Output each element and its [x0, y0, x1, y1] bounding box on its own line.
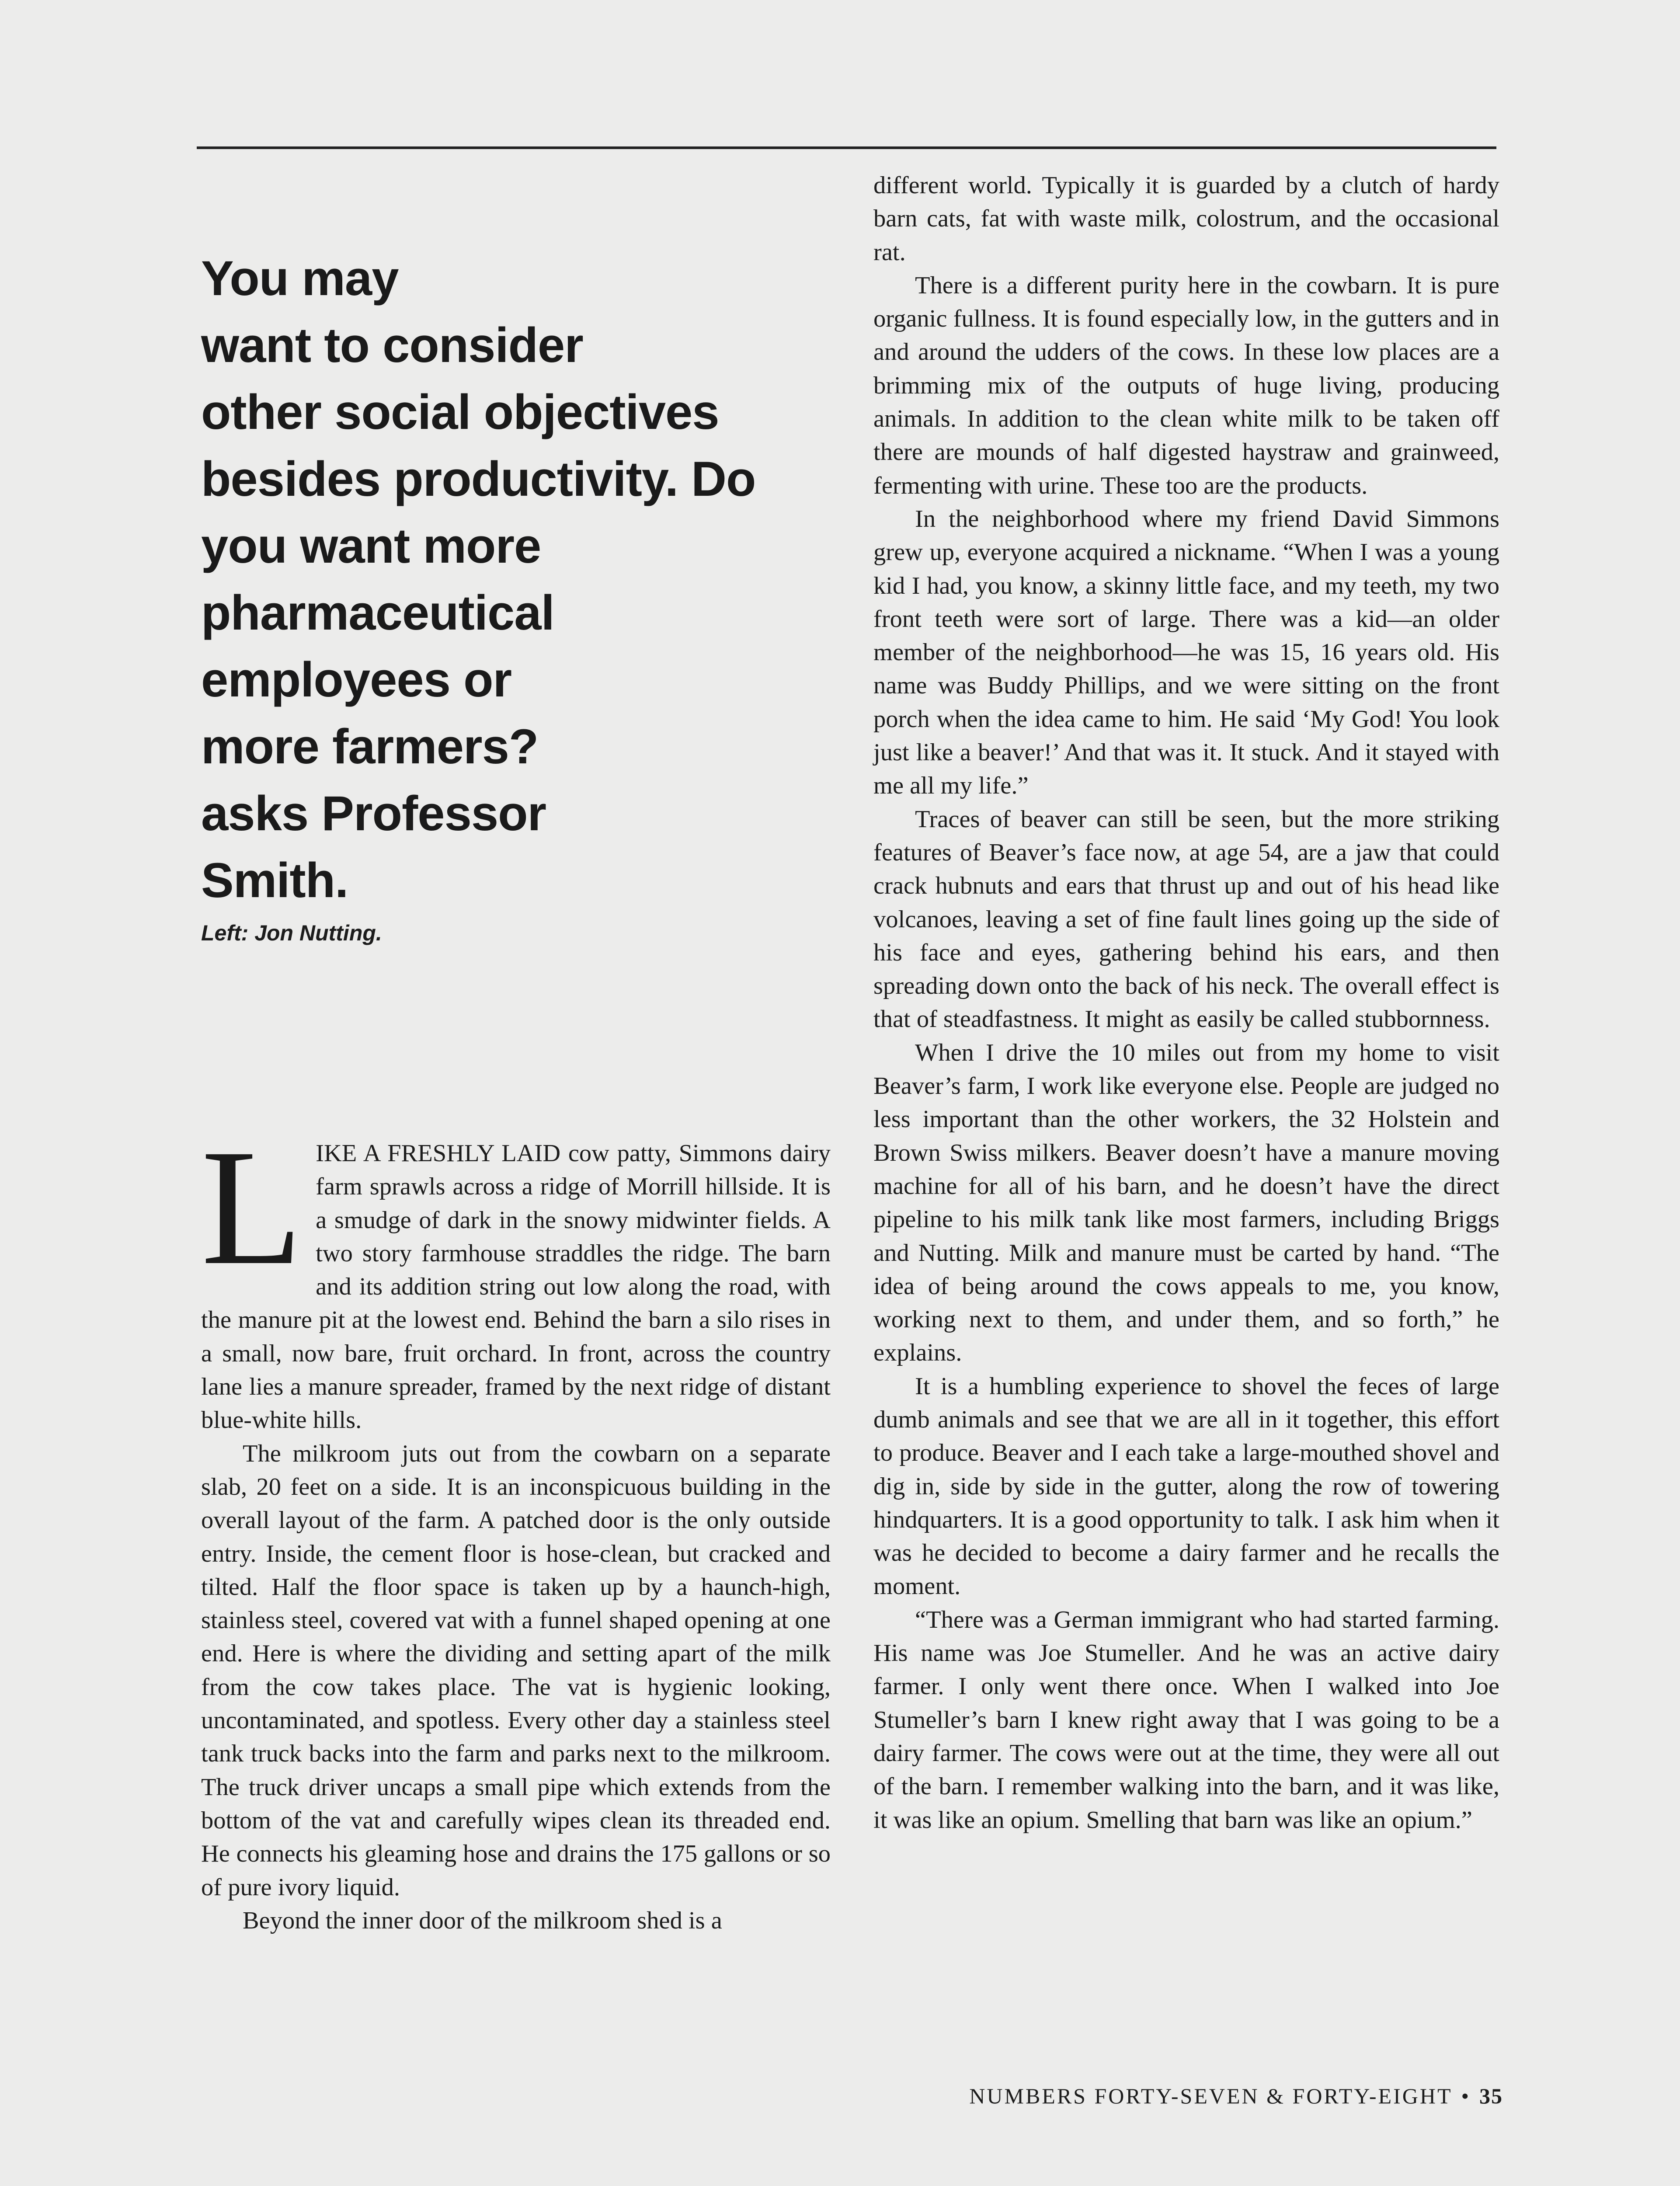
paragraph: When I drive the 10 miles out from my home to visit Beaver’s farm, I work like everyone else. People are judged no less important than the other workers, the 32 Holstein and Brown Swiss milkers. Beaver doesn’t have a manure moving machine for all of his barn, and he doesn’t have the direct pipeline to his milk tank like most farmers, including Briggs and Nutting. Milk and manure must be carted by hand. “The idea of being around the cows appeals to me, you know, working next to them, and under them, and so forth,” he explains. — [873, 1039, 1499, 1367]
publication-issue: NUMBERS FORTY-SEVEN & FORTY-EIGHT — [969, 2084, 1453, 2108]
pullquote-line: want to consider — [201, 318, 583, 372]
pullquote — [201, 245, 835, 914]
pullquote-line: asks Professor — [201, 786, 546, 841]
paragraph: different world. Typically it is guarded by a clutch of hardy barn cats, fat with waste milk, colostrum, and the occasional rat. — [873, 172, 1499, 266]
pullquote-line: You may — [201, 251, 399, 306]
bullet-icon: • — [1461, 2084, 1471, 2108]
pullquote-line: Smith. — [201, 853, 348, 908]
article-left-column — [201, 1115, 831, 1937]
pullquote-block — [201, 245, 835, 946]
paragraph: IKE A FRESHLY LAID cow patty, Simmons dairy farm sprawls across a ridge of Morrill hillside. It is a smudge of dark in the snowy midwinter fields. A two story farmhouse straddles the ridge. The barn and its addition string out low along the road, with the manure pit at the lowest end. Behind the barn a silo rises in a small, now bare, fruit orchard. In front, across the country lane lies a manure spreader, framed by the next ridge of distant blue-white hills. — [201, 1140, 831, 1434]
paragraph: Beyond the inner door of the milkroom shed is a — [243, 1907, 722, 1934]
pullquote-line: pharmaceutical — [201, 585, 554, 640]
article-right-column — [873, 169, 1499, 1837]
paragraph: In the neighborhood where my friend David Simmons grew up, everyone acquired a nickname. “When I was a young kid I had, you know, a skinny little face, and my teeth, my two front teeth were sort of large. There was a kid—an older member of the neighborhood—he was 15, 16 years old. His name was Buddy Phillips, and we were sitting on the front porch when the idea came to him. He said ‘My God! You look just like a beaver!’ And that was it. It stuck. And it stayed with me all my life.” — [873, 505, 1499, 800]
pullquote-line: employees or — [201, 652, 512, 707]
top-rule — [197, 146, 1496, 149]
pullquote-line: other social objectives — [201, 385, 719, 439]
photo-caption: Left: Jon Nutting. — [201, 921, 382, 945]
pullquote-line: you want more — [201, 519, 541, 573]
paragraph: There is a different purity here in the cowbarn. It is pure organic fullness. It is found especially low, in the gutters and in and around the udders of the cows. In these low places are a brimming mix of the outputs of huge living, producing animals. In addition to the clean white milk to be taken off there are mounds of half digested haystraw and grainweed, fermenting with urine. These too are the products. — [873, 272, 1499, 499]
paragraph: It is a humbling experience to shovel the feces of large dumb animals and see that we are all in it together, this effort to produce. Beaver and I each take a large-mouthed shovel and dig in, side by side in the gutter, along the row of towering hindquarters. It is a good opportunity to talk. I ask him when it was he decided to become a dairy farmer and he recalls the moment. — [873, 1372, 1499, 1600]
drop-cap: L — [201, 1115, 303, 1299]
paragraph: “There was a German immigrant who had started farming. His name was Joe Stumeller. And he was an active dairy farmer. I only went there once. When I walked into Joe Stumeller’s barn I knew right away that I was going to be a dairy farmer. The cows were out at the time, they were all out of the barn. I remember walking into the barn, and it was like, it was like an opium. Smelling that barn was like an opium.” — [873, 1606, 1499, 1834]
page-footer — [969, 2083, 1503, 2109]
page-number: 35 — [1479, 2084, 1503, 2108]
pullquote-line: more farmers? — [201, 719, 539, 774]
paragraph: The milkroom juts out from the cowbarn on a separate slab, 20 feet on a side. It is an inconspicuous building in the overall layout of the farm. A patched door is the only outside entry. Inside, the cement floor is hose-clean, but cracked and tilted. Half the floor space is taken up by a haunch-high, stainless steel, covered vat with a funnel shaped opening at one end. Here is where the dividing and setting apart of the milk from the cow takes place. The vat is hygienic looking, uncontaminated, and spotless. Every other day a stainless steel tank truck backs into the farm and parks next to the milkroom. The truck driver uncaps a small pipe which extends from the bottom of the vat and carefully wipes clean its threaded end. He connects his gleaming hose and drains the 175 gallons or so of pure ivory liquid. — [201, 1440, 831, 1901]
paragraph: Traces of beaver can still be seen, but the more striking features of Beaver’s face now, at age 54, are a jaw that could crack hubnuts and ears that thrust up and out of his head like volcanoes, leaving a set of fine fault lines going up the side of his face and eyes, gathering behind his ears, and then spreading down onto the back of his neck. The overall effect is that of steadfastness. It might as easily be called stubbornness. — [873, 805, 1499, 1033]
pullquote-line: besides productivity. Do — [201, 452, 756, 506]
